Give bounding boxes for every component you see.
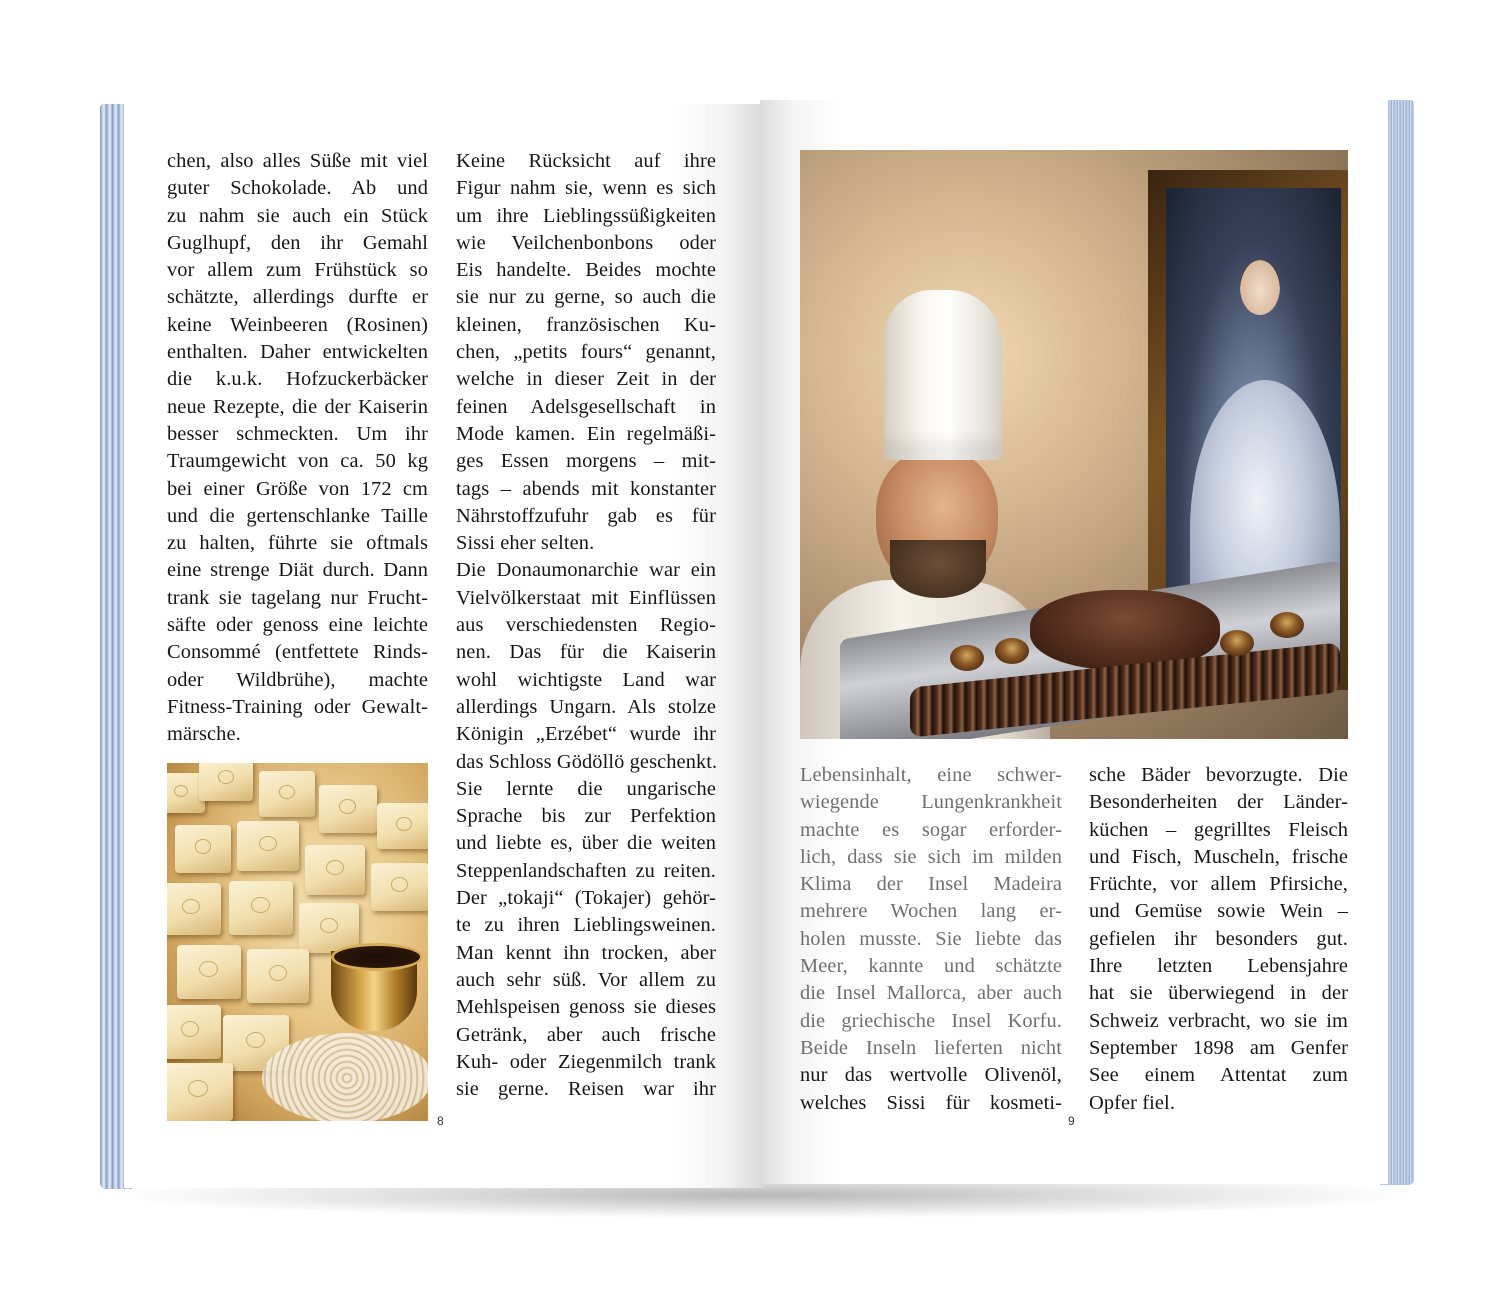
text-line: Opfer fiel.	[1089, 1091, 1176, 1114]
text-line: sie nur zu gerne, so auch die	[456, 286, 716, 309]
text-line: Schweiz verbracht, wo sie im	[1089, 1009, 1348, 1032]
text-line: wiegende Lungenkrankheit	[800, 791, 1062, 814]
text-line: Keine Rücksicht auf ihre	[456, 150, 716, 172]
text-line: Eis handelte. Beides mochte	[456, 259, 716, 282]
text-line: Mode kamen. Ein regelmäßi-	[456, 422, 716, 445]
text-line: zu nahm sie auch ein Stück	[167, 204, 428, 227]
text-line: nen. Das für die Kaiserin	[456, 641, 716, 664]
text-line: te zu ihren Lieblingsweinen.	[456, 914, 716, 937]
text-line: Sissi eher selten.	[456, 532, 595, 555]
text-line: die k.u.k. Hofzuckerbäcker	[167, 368, 428, 391]
text-line: chen, „petits fours“ genannt,	[456, 341, 716, 364]
text-line: tags – abends mit konstanter	[456, 477, 716, 500]
text-line: die Insel Mallorca, aber auch	[800, 982, 1062, 1005]
text-line: Fitness-Training oder Gewalt-	[167, 695, 428, 718]
text-line: die griechische Insel Korfu.	[800, 1009, 1062, 1032]
text-line: Getränk, aber auch frische	[456, 1023, 716, 1046]
chef-photo	[800, 150, 1348, 739]
text-line: enthalten. Daher entwickelten	[167, 341, 428, 364]
text-line: Kuh- oder Ziegenmilch trank	[456, 1050, 716, 1073]
text-line: und liebte es, über die weiten	[456, 832, 716, 855]
right-page-column-1	[800, 762, 1062, 1117]
text-line: Früchte, vor allem Pfirsiche,	[1089, 873, 1348, 896]
text-line: küchen – gegrilltes Fleisch	[1089, 818, 1348, 841]
text-line: besser schmeckten. Um ihr	[167, 422, 428, 445]
text-line: Consommé (entfettete Rinds-	[167, 641, 428, 664]
page-number-right: 9	[1068, 1114, 1075, 1128]
text-line: nur das wertvolle Olivenöl,	[800, 1064, 1062, 1087]
text-line: und Gemüse sowie Wein –	[1089, 900, 1348, 923]
text-line: September 1898 am Genfer	[1089, 1036, 1348, 1059]
text-line: Sprache bis zur Perfektion	[456, 805, 716, 828]
text-line: wohl wichtigste Land war	[456, 668, 716, 691]
text-line: neue Rezepte, die der Kaiserin	[167, 395, 428, 418]
text-line: feinen Adelsgesellschaft in	[456, 395, 716, 418]
pastry-photo	[167, 763, 428, 1121]
text-line: säfte oder genoss eine leichte	[167, 614, 428, 637]
text-line: Besonderheiten der Länder-	[1089, 791, 1348, 814]
text-line: welches Sissi für kosmeti-	[800, 1091, 1062, 1114]
text-line: allerdings Ungarn. Als stolze	[456, 695, 716, 718]
text-line: und die gertenschlanke Taille	[167, 504, 428, 527]
text-line: Man kennt ihn trocken, aber	[456, 941, 716, 964]
text-line: welche in dieser Zeit in der	[456, 368, 716, 391]
text-line: ges Essen morgens – mit-	[456, 450, 716, 473]
text-line: vor allem zum Frühstück so	[167, 259, 428, 282]
chef-hat	[884, 290, 1002, 460]
text-line: Mehlspeisen genoss sie dieses	[456, 996, 716, 1019]
text-line: Klima der Insel Madeira	[800, 873, 1062, 896]
text-line: sche Bäder bevorzugte. Die	[1089, 764, 1348, 786]
text-line: Steppenlandschaften zu reiten.	[456, 859, 716, 882]
text-line: Der „tokaji“ (Tokajer) gehör-	[456, 887, 716, 910]
text-line: mehrere Wochen lang er-	[800, 900, 1062, 923]
text-line: holen musste. Sie liebte das	[800, 927, 1062, 950]
text-line: chen, also alles Süße mit viel	[167, 150, 428, 172]
text-line: aus verschiedensten Regio-	[456, 614, 716, 637]
text-line: wie Veilchenbonbons oder	[456, 231, 716, 254]
text-line: märsche.	[167, 723, 241, 746]
text-line: guter Schokolade. Ab und	[167, 177, 428, 200]
coffee-cup	[317, 931, 427, 1081]
text-line: Guglhupf, den ihr Gemahl	[167, 231, 428, 254]
text-line: und Fisch, Muscheln, frische	[1089, 845, 1348, 868]
text-line: hat sie überwiegend in der	[1089, 982, 1348, 1005]
text-line: auch sehr süß. Vor allem zu	[456, 968, 716, 991]
text-line: gefielen ihr besonders gut.	[1089, 927, 1348, 950]
text-line: machte es sogar erforder-	[800, 818, 1062, 841]
right-page-column-2	[1089, 762, 1348, 1117]
text-line: Beide Inseln lieferten nicht	[800, 1036, 1062, 1059]
text-line: Meer, kannte und schätzte	[800, 955, 1062, 978]
left-page-column-2	[456, 148, 716, 1103]
text-line: lich, dass sie sich im milden	[800, 845, 1062, 868]
text-line: Traumgewicht von ca. 50 kg	[167, 450, 428, 473]
text-line: zu halten, führte sie oftmals	[167, 532, 428, 555]
text-line: schätzte, allerdings durfte er	[167, 286, 428, 309]
text-line: Ihre letzten Lebensjahre	[1089, 955, 1348, 978]
text-line: Die Donaumonarchie war ein	[456, 559, 716, 582]
text-line: oder Wildbrühe), machte	[167, 668, 428, 691]
text-line: kleinen, französischen Ku-	[456, 313, 716, 336]
left-page-column-1	[167, 148, 428, 749]
page-number-left: 8	[437, 1114, 444, 1128]
text-line: Nährstoffzufuhr gab es für	[456, 504, 716, 527]
text-line: See einem Attentat zum	[1089, 1064, 1348, 1087]
text-line: Sie lernte die ungarische	[456, 777, 716, 800]
text-line: Lebensinhalt, eine schwer-	[800, 764, 1062, 786]
text-line: Figur nahm sie, wenn es sich	[456, 177, 716, 200]
text-line: um ihre Lieblingssüßigkeiten	[456, 204, 716, 227]
text-line: das Schloss Gödöllö geschenkt.	[456, 750, 718, 773]
text-line: sie gerne. Reisen war ihr	[456, 1078, 716, 1101]
text-line: Königin „Erzébet“ wurde ihr	[456, 723, 716, 746]
text-line: keine Weinbeeren (Rosinen)	[167, 313, 428, 336]
text-line: bei einer Größe von 172 cm	[167, 477, 428, 500]
text-line: Vielvölkerstaat mit Einflüssen	[456, 586, 716, 609]
text-line: eine strenge Diät durch. Dann	[167, 559, 428, 582]
text-line: trank sie tagelang nur Frucht-	[167, 586, 428, 609]
